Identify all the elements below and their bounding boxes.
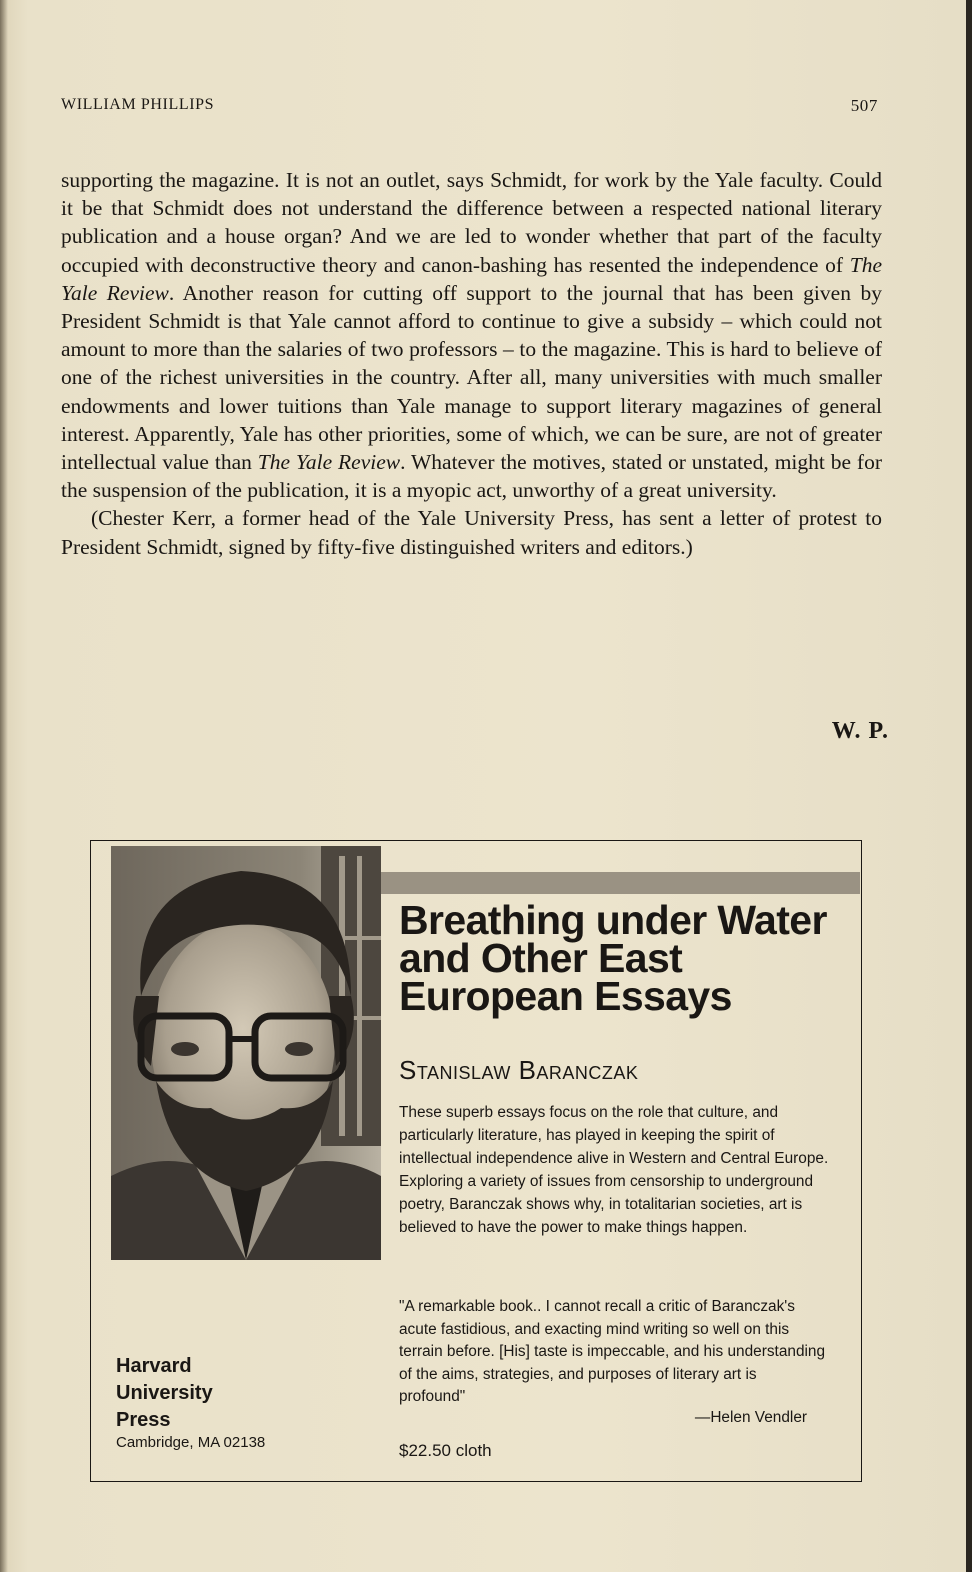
journal-title-italic: The Yale Review [61,252,882,305]
journal-title-italic: The Yale Review [257,450,401,475]
page-edge [966,0,972,1572]
book-author: Stanislaw Baranczak [399,1055,639,1085]
spine-shadow [0,0,8,1572]
book-description: These superb essays focus on the role that culture, and particularly literature, has played in keeping the spirit of intellectual independence alive in Western and Central Europe. Exploring a variety of issues from censorship to underground poetry, Baranczak shows why, in totalitarian societies, art is believed to have the power to make things happen. [399,1104,829,1236]
running-head [61,96,878,120]
publisher-address: Cambridge, MA 02138 [116,1434,266,1451]
page-number: 507 [850,96,878,115]
header-band [381,872,860,894]
book-review-quote: "A remarkable book.. I cannot recall a critic of Baranczak's acute fastidious, and exacting mind writing so well on this terrain before. [His] taste is impeccable, and his understanding of the aims, strategies, and purposes of literary art is profound" [399,1298,826,1405]
book-advertisement [90,840,862,1482]
book-price: $22.50 cloth [399,1441,492,1460]
article-body [61,166,882,561]
running-head-author: WILLIAM PHILLIPS [61,96,215,113]
author-photo [111,846,381,1260]
author-signature: W. P. [831,718,889,744]
author-portrait-image [111,846,381,1260]
book-title: Breathing under Water and Other East European Essays [399,897,827,1019]
article-paragraph: supporting the magazine. It is not an outlet, says Schmidt, for work by the Yale faculty. Could it be that Schmidt does not understand the difference between a respected national literary publication and a house organ? And we are led to wonder whether that part of the faculty occupied with deconstructive theory and canon-bashing has resented the independence of The Yale Review. Another reason for cutting off support to the journal that has been given by President Schmidt is that Yale cannot afford to continue to give a subsidy – which could not amount to more than the salaries of two professors – to the magazine. This is hard to believe of one of the richest universities in the country. After all, many universities with much smaller endowments and lower tuitions than Yale manage to support literary magazines of general interest. Apparently, Yale has other priorities, some of which, we can be sure, are not of greater intellectual value than The Yale Review. Whatever the motives, stated or unstated, might be for the suspension of the publication, it is a myopic act, unworthy of a great university. [61,168,883,503]
article-paragraph: (Chester Kerr, a former head of the Yale University Press, has sent a letter of protest to President Schmidt, signed by fifty-five distinguished writers and editors.) [61,506,882,559]
publisher-name: Harvard University Press [116,1355,213,1431]
quote-attribution: —Helen Vendler [694,1409,807,1426]
